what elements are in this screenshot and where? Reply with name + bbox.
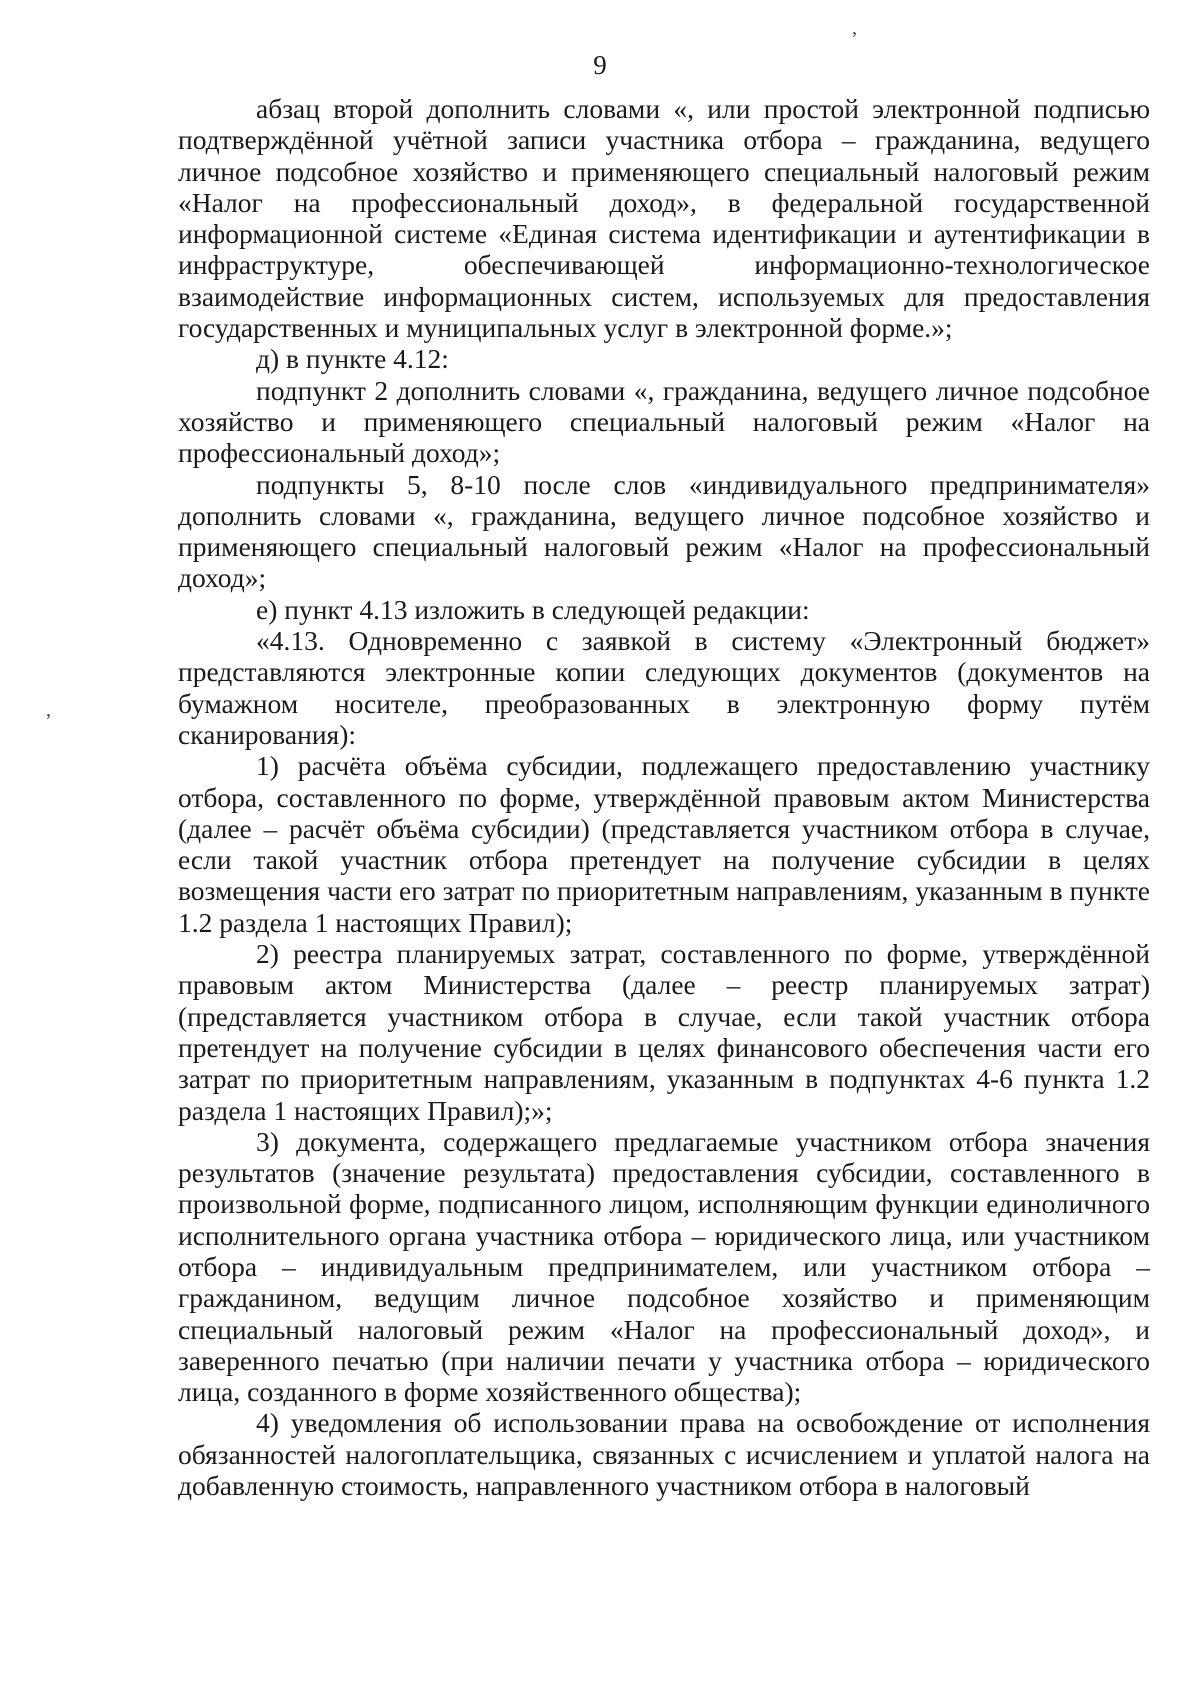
list-item-1: 1) расчёта объёма субсидии, подлежащего предоставлению участнику отбора, составленного по форме, утверждённой правовым актом Министерства (далее – расчёт объёма субсидии) (представляется участником отбора в случае, если такой участник отбора претендует на получение субсидии в целях возмещения части его затрат по приоритетным направлениям, указанным в пункте 1.2 раздела 1 настоящих Правил);: [178, 750, 1150, 938]
paragraph-item-d: д) в пункте 4.12:: [256, 343, 449, 375]
paragraph-item-e: е) пункт 4.13 изложить в следующей редакции:: [256, 593, 810, 625]
document-body: [178, 93, 1150, 1501]
scan-speck: ,: [46, 699, 51, 721]
paragraph-4-13: «4.13. Одновременно с заявкой в систему «Электронный бюджет» представляются электронные копии следующих документов (документов на бумажном носителе, преобразованных в электронную форму путём сканирования):: [178, 625, 1150, 750]
scan-speck: ,: [852, 17, 857, 39]
paragraph-subitem-2: подпункт 2 дополнить словами «, гражданина, ведущего личное подсобное хозяйство и применяющего специальный налоговый режим «Налог на профессиональный доход»;: [178, 374, 1150, 469]
page-number: 9: [593, 50, 607, 80]
list-item-2: 2) реестра планируемых затрат, составленного по форме, утверждённой правовым актом Министерства (далее – реестр планируемых затрат) (представляется участником отбора в случае, если такой участник отбора претендует на получение субсидии в целях финансового обеспечения части его затрат по приоритетным направлениям, указанным в подпунктах 4-6 пункта 1.2 раздела 1 настоящих Правил);»;: [178, 938, 1150, 1126]
paragraph-abzac-vtoroy: абзац второй дополнить словами «, или простой электронной подписью подтверждённой учётной записи участника отбора – гражданина, ведущего личное подсобное хозяйство и применяющего специальный налоговый режим «Налог на профессиональный доход», в федеральной государственной информационной системе «Единая система идентификации и аутентификации в инфраструктуре, обеспечивающей информационно-технологическое взаимодействие информационных систем, используемых для предоставления государственных и муниципальных услуг в электронной форме.»;: [178, 93, 1150, 344]
paragraph-subitems-5-8-10: подпункты 5, 8-10 после слов «индивидуального предпринимателя» дополнить словами «, гражданина, ведущего личное подсобное хозяйство и применяющего специальный налоговый режим «Налог на профессиональный доход»;: [178, 468, 1150, 594]
list-item-4: 4) уведомления об использовании права на освобождение от исполнения обязанностей налогоплательщика, связанных с исчислением и уплатой налога на добавленную стоимость, направленного участником отбора в налоговый: [178, 1407, 1150, 1502]
list-item-3: 3) документа, содержащего предлагаемые участником отбора значения результатов (значение результата) предоставления субсидии, составленного в произвольной форме, подписанного лицом, исполняющим функции единоличного исполнительного органа участника отбора – юридического лица, или участником отбора – индивидуальным предпринимателем, или участником отбора – гражданином, ведущим личное подсобное хозяйство и применяющим специальный налоговый режим «Налог на профессиональный доход», и заверенного печатью (при наличии печати у участника отбора – юридического лица, созданного в форме хозяйственного общества);: [178, 1125, 1150, 1408]
